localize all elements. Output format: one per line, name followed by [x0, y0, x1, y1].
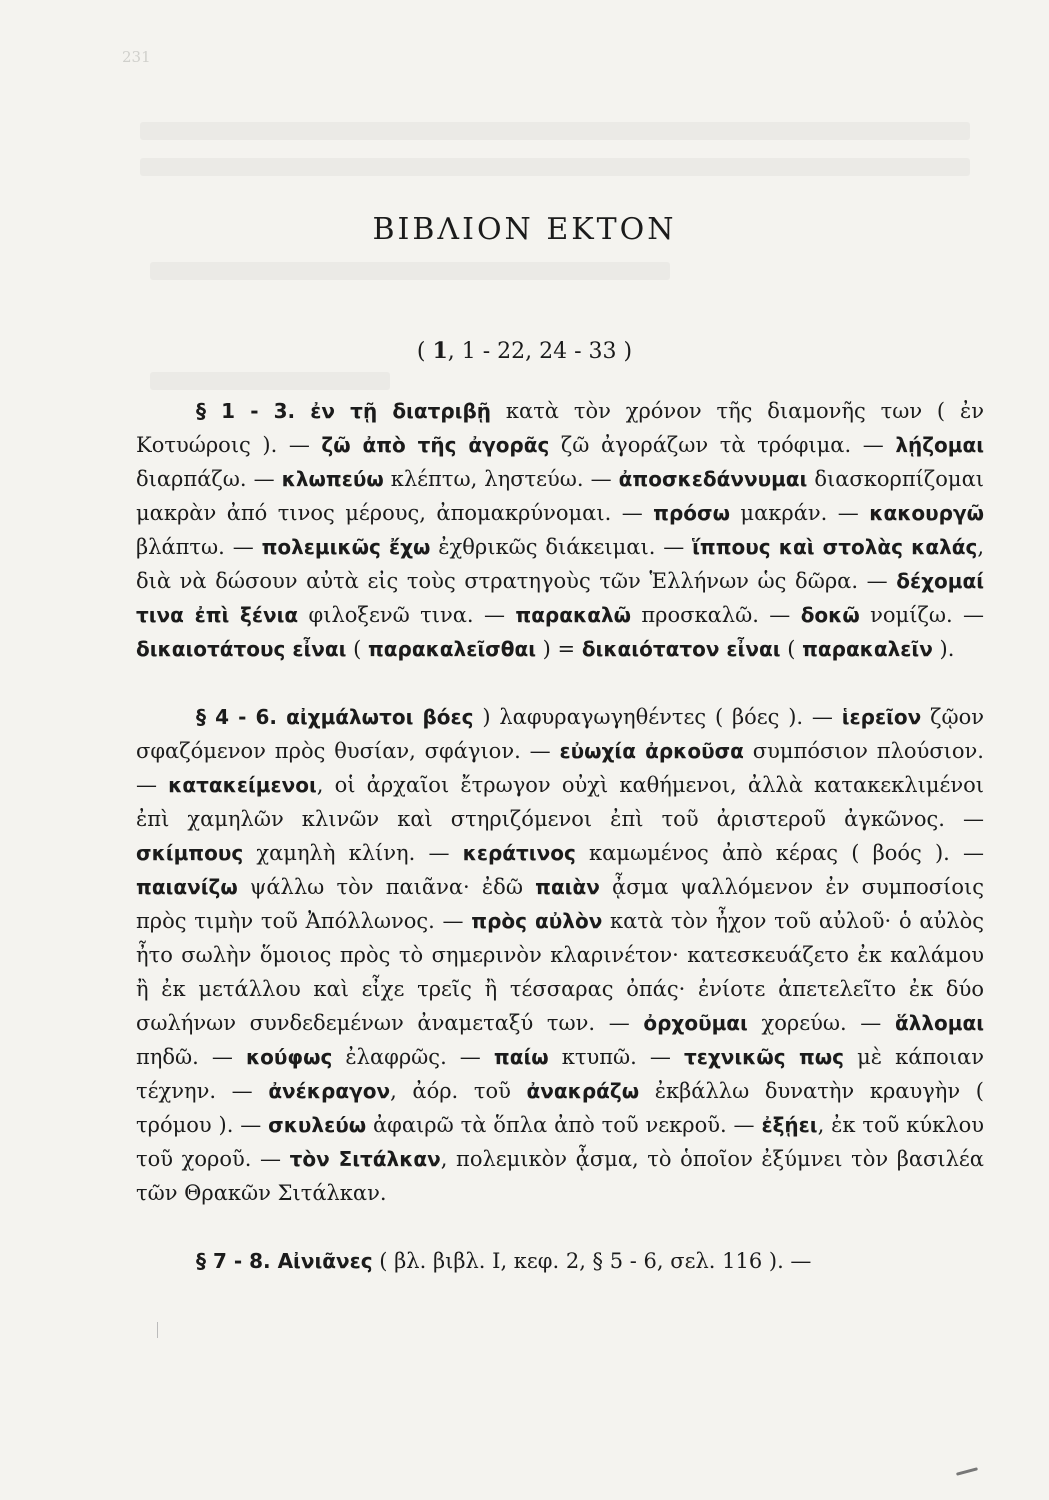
lemma-term: κούφως [245, 1045, 333, 1069]
gloss-text: βλάπτω. — [136, 535, 262, 559]
lemma-term: δικαιοτάτους εἶναι [136, 637, 347, 661]
lemma-term: πρόσω [653, 501, 730, 525]
bleed-through [150, 372, 390, 390]
lemma-term: ἀνέκραγον [268, 1079, 391, 1103]
lemma-term: ἀποσκεδάννυμαι [618, 467, 808, 491]
chapter-range-open: ( [416, 339, 433, 364]
lemma-term: ὀρχοῦμαι [643, 1011, 748, 1035]
lemma-term: παρακαλεῖσθαι [367, 637, 536, 661]
gloss-text: κλέπτω, ληστεύω. — [383, 467, 619, 491]
lemma-term: παίω [493, 1045, 549, 1069]
lemma-term: κατακείμενοι [168, 773, 317, 797]
lemma-term: κλωπεύω [281, 467, 384, 491]
lemma-term: πρὸς αὐλὸν [471, 909, 603, 933]
bleed-through [140, 122, 970, 140]
gloss-text: ( [780, 637, 803, 661]
page-number: 231 [122, 48, 151, 66]
lemma-term: τὸν Σιτάλκαν [289, 1147, 441, 1171]
lemma-term: εὐωχία ἀρκοῦσα [559, 739, 744, 763]
gloss-text: ). [932, 637, 955, 661]
gloss-text: συμπόσιον πλούσιον. — [136, 739, 984, 797]
bleed-through [150, 262, 670, 280]
gloss-text: ᾆσμα ψαλλόμενον ἐν συμποσίοις πρὸς τιμὴν τοῦ Ἀπόλλωνος. — [136, 875, 984, 933]
margin-mark [157, 1322, 158, 1338]
gloss-text: ) = [535, 637, 582, 661]
lemma-term: ἐξῄει [761, 1113, 818, 1137]
lemma-term: δοκῶ [800, 603, 860, 627]
paragraph [136, 394, 984, 666]
gloss-text: , πολεμικὸν ᾆσμα, τὸ ὁποῖον ἐξύμνει τὸν βασιλέα τῶν Θρακῶν Σιτάλκαν. [136, 1147, 984, 1205]
lemma-term: § 7 - 8. Αἰνιᾶνες [196, 1249, 373, 1273]
chapter-range-number: 1 [432, 338, 448, 364]
gloss-text: ἐκβάλλω δυνατὴν κραυγὴν ( τρόμου ). — [136, 1079, 984, 1137]
gloss-text: ζῶ ἀγοράζων τὰ τρόφιμα. — [549, 433, 896, 457]
gloss-text: ( βλ. βιβλ. Ι, κεφ. 2, § 5 - 6, σελ. 116 ). — [372, 1249, 812, 1273]
gloss-text: κτυπῶ. — [548, 1045, 684, 1069]
gloss-text: , διὰ νὰ δώσουν αὐτὰ εἰς τοὺς στρατηγοὺς τῶν Ἑλλήνων ὡς δῶρα. — [136, 535, 985, 593]
gloss-text: ἀφαιρῶ τὰ ὅπλα ἀπὸ τοῦ νεκροῦ. — [366, 1113, 762, 1137]
gloss-text: ζῷον σφαζόμενον πρὸς θυσίαν, σφάγιον. — [136, 705, 984, 763]
paragraph [136, 700, 984, 1210]
gloss-text: κατὰ τὸν ἦχον τοῦ αὐλοῦ· ὁ αὐλὸς ἦτο σωλὴν ὅμοιος πρὸς τὸ σημερινὸν κλαρινέτον· κατεσκευάζετο ἐκ καλάμου ἢ ἐκ μετάλλου καὶ εἶχε τρεῖς ἢ τέσσαρας ὀπάς· ἐνίοτε ἀπετελεῖτο ἐκ δύο σωλήνων συνδεδεμένων ἀναμεταξύ των. — [136, 909, 984, 1035]
pen-mark [956, 1467, 978, 1476]
lemma-term: ζῶ ἀπὸ τῆς ἀγορᾶς [321, 433, 550, 457]
lemma-term: ἵππους καὶ στολὰς καλάς [692, 535, 978, 559]
lemma-term: δέχομαί τινα ἐπὶ ξένια [136, 569, 984, 627]
gloss-text: διασκορπίζομαι μακρὰν ἀπό τινος μέρους, ἀπομακρύνομαι. — [136, 467, 984, 525]
gloss-text: ψάλλω τὸν παιᾶνα· ἐδῶ [237, 875, 536, 899]
gloss-text: φιλοξενῶ τινα. — [298, 603, 516, 627]
lemma-term: σκίμπους [136, 841, 244, 865]
gloss-text: , ἐκ τοῦ κύκλου τοῦ χοροῦ. — [136, 1113, 985, 1171]
gloss-text: ) λαφυραγωγηθέντες ( βόες ). — [473, 705, 842, 729]
lemma-term: σκυλεύω [268, 1113, 367, 1137]
gloss-text: ἐχθρικῶς διάκειμαι. — [430, 535, 693, 559]
lemma-term: τεχνικῶς πως [683, 1045, 845, 1069]
lemma-term: παιανίζω [136, 875, 238, 899]
gloss-text: μακράν. — [729, 501, 870, 525]
gloss-text: κατὰ τὸν χρόνον τῆς διαμονῆς των ( ἐν Κοτυώροις ). — [136, 399, 985, 457]
lemma-term: κεράτινος [462, 841, 576, 865]
lemma-term: § 1 - 3. ἐν τῇ διατριβῇ [196, 399, 492, 423]
chapter-range-rest: , 1 - 22, 24 - 33 ) [447, 339, 633, 364]
gloss-text: χαμηλὴ κλίνη. — [243, 841, 463, 865]
gloss-text: καμωμένος ἀπὸ κέρας ( βοός ). — [575, 841, 984, 865]
lemma-term: παρακαλῶ [515, 603, 631, 627]
gloss-text: μὲ κάποιαν τέχνην. — [136, 1045, 985, 1103]
lemma-term: παιὰν [535, 875, 600, 899]
lemma-term: πολεμικῶς ἔχω [261, 535, 431, 559]
bleed-through [140, 158, 970, 176]
gloss-text: , ἀόρ. τοῦ [390, 1079, 527, 1103]
lemma-term: παρακαλεῖν [802, 637, 933, 661]
gloss-text: , οἱ ἀρχαῖοι ἔτρωγον οὐχὶ καθήμενοι, ἀλλὰ κατακεκλιμένοι ἐπὶ χαμηλῶν κλινῶν καὶ στηριζόμενοι ἐπὶ τοῦ ἀριστεροῦ ἀγκῶνος. — [136, 773, 984, 831]
paragraph [136, 1244, 984, 1278]
gloss-text: πηδῶ. — [136, 1045, 246, 1069]
page-title: ΒΙΒΛΙΟΝ ΕΚΤΟΝ [372, 212, 677, 247]
lemma-term: ἀνακράζω [526, 1079, 640, 1103]
gloss-text: νομίζω. — [859, 603, 985, 627]
chapter-range [0, 338, 1049, 364]
gloss-text: ( [346, 637, 368, 661]
lemma-term: δικαιότατον εἶναι [581, 637, 781, 661]
gloss-text: διαρπάζω. — [136, 467, 282, 491]
gloss-text: προσκαλῶ. — [630, 603, 801, 627]
commentary-body [136, 394, 984, 1312]
gloss-text: ἐλαφρῶς. — [332, 1045, 494, 1069]
lemma-term: ἱερεῖον [841, 705, 922, 729]
gloss-text: χορεύω. — [747, 1011, 895, 1035]
lemma-term: § 4 - 6. αἰχμάλωτοι βόες [196, 705, 474, 729]
lemma-term: κακουργῶ [869, 501, 984, 525]
lemma-term: λῄζομαι [895, 433, 985, 457]
lemma-term: ἅλλομαι [894, 1011, 985, 1035]
